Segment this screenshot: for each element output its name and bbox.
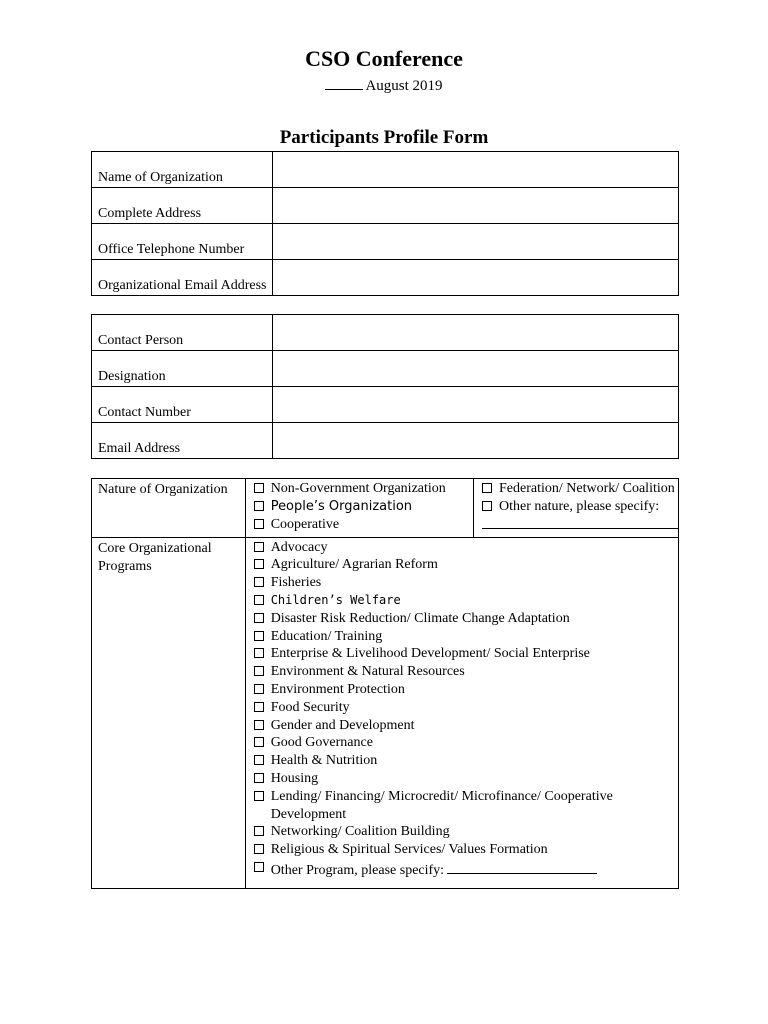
table-row xyxy=(92,152,679,188)
table-row xyxy=(92,224,679,260)
checkbox-icon[interactable] xyxy=(254,755,264,765)
nature-option[interactable] xyxy=(254,498,473,516)
option-label: Environment & Natural Resources xyxy=(270,664,465,680)
checkbox-icon[interactable] xyxy=(254,862,264,872)
table-row xyxy=(92,479,679,538)
program-option[interactable] xyxy=(254,574,678,592)
form-title: Participants Profile Form xyxy=(279,127,489,148)
checkbox-icon[interactable] xyxy=(254,666,264,676)
checkbox-icon[interactable] xyxy=(254,559,264,569)
option-label: Children’s Welfare xyxy=(270,592,401,607)
email-address-field[interactable] xyxy=(273,423,679,459)
field-label: Email Address xyxy=(92,423,273,459)
option-label: Health & Nutrition xyxy=(270,753,378,769)
program-option[interactable] xyxy=(254,539,678,557)
program-option[interactable] xyxy=(254,645,678,663)
program-options xyxy=(245,537,678,888)
table-row xyxy=(92,260,679,296)
checkbox-icon[interactable] xyxy=(254,542,264,552)
nature-options-right xyxy=(474,479,679,538)
option-label: Gender and Development xyxy=(270,717,415,733)
checkbox-icon[interactable] xyxy=(254,844,264,854)
office-telephone-field[interactable] xyxy=(273,224,679,260)
checkbox-icon[interactable] xyxy=(254,826,264,836)
option-label: Good Governance xyxy=(270,735,373,751)
contact-person-field[interactable] xyxy=(273,315,679,351)
table-row xyxy=(92,351,679,387)
checkbox-icon[interactable] xyxy=(254,501,264,511)
option-label: Non-Government Organization xyxy=(270,481,446,496)
program-option[interactable] xyxy=(254,699,678,717)
field-label: Complete Address xyxy=(92,188,273,224)
table-row xyxy=(92,423,679,459)
option-label: People’s Organization xyxy=(270,498,413,514)
program-option[interactable] xyxy=(254,841,678,859)
organization-profile-table xyxy=(91,478,679,889)
day-blank[interactable] xyxy=(325,76,363,90)
organization-name-field[interactable] xyxy=(273,152,679,188)
field-label: Contact Person xyxy=(92,315,273,351)
table-row xyxy=(92,315,679,351)
nature-option[interactable] xyxy=(482,498,678,516)
option-label: Federation/ Network/ Coalition xyxy=(499,481,675,496)
program-option[interactable] xyxy=(254,663,678,681)
field-label: Contact Number xyxy=(92,387,273,423)
checkbox-icon[interactable] xyxy=(254,577,264,587)
table-row xyxy=(92,387,679,423)
program-option[interactable] xyxy=(254,770,678,788)
checkbox-icon[interactable] xyxy=(254,631,264,641)
option-label: Agriculture/ Agrarian Reform xyxy=(270,557,438,573)
contact-number-field[interactable] xyxy=(273,387,679,423)
checkbox-icon[interactable] xyxy=(254,737,264,747)
program-option[interactable] xyxy=(254,752,678,770)
organizational-email-field[interactable] xyxy=(273,260,679,296)
other-program-specify-line[interactable] xyxy=(447,859,597,874)
program-option[interactable] xyxy=(254,610,678,628)
complete-address-field[interactable] xyxy=(273,188,679,224)
option-label: Religious & Spiritual Services/ Values Formation xyxy=(270,842,548,858)
checkbox-icon[interactable] xyxy=(254,684,264,694)
nature-option[interactable] xyxy=(254,516,473,534)
option-label: Advocacy xyxy=(270,539,328,555)
checkbox-icon[interactable] xyxy=(254,483,264,493)
conference-date xyxy=(0,76,768,95)
field-label: Organizational Email Address xyxy=(92,260,273,296)
option-label: Enterprise & Livelihood Development/ Social Enterprise xyxy=(270,646,590,662)
option-label: Other Program, please specify: xyxy=(270,862,445,878)
table-row xyxy=(92,188,679,224)
option-label: Cooperative xyxy=(270,516,340,532)
checkbox-icon[interactable] xyxy=(254,720,264,730)
option-label: Fisheries xyxy=(270,575,322,591)
option-label: Other nature, please specify: xyxy=(499,498,660,514)
checkbox-icon[interactable] xyxy=(254,519,264,529)
checkbox-icon[interactable] xyxy=(482,483,492,493)
program-option[interactable] xyxy=(254,734,678,752)
program-option[interactable] xyxy=(254,823,678,841)
option-label: Housing xyxy=(270,770,319,786)
program-option[interactable] xyxy=(254,717,678,735)
nature-option[interactable] xyxy=(254,480,473,498)
option-label: Food Security xyxy=(270,699,350,715)
field-label: Office Telephone Number xyxy=(92,224,273,260)
other-nature-specify-line[interactable] xyxy=(482,518,678,529)
program-option[interactable] xyxy=(254,788,678,824)
option-label: Education/ Training xyxy=(270,628,383,644)
option-label: Disaster Risk Reduction/ Climate Change Adaptation xyxy=(270,610,570,626)
contact-info-table xyxy=(91,314,679,459)
document-title: CSO Conference xyxy=(305,46,463,71)
program-option[interactable] xyxy=(254,628,678,646)
checkbox-icon[interactable] xyxy=(254,702,264,712)
nature-option[interactable] xyxy=(482,480,678,498)
programs-label: Core Organizational Programs xyxy=(92,537,246,888)
program-option[interactable] xyxy=(254,859,678,880)
field-label: Designation xyxy=(92,351,273,387)
designation-field[interactable] xyxy=(273,351,679,387)
date-text: August 2019 xyxy=(365,78,443,94)
checkbox-icon[interactable] xyxy=(254,791,264,801)
field-label: Name of Organization xyxy=(92,152,273,188)
checkbox-icon[interactable] xyxy=(254,648,264,658)
option-label: Environment Protection xyxy=(270,681,405,697)
option-label: Lending/ Financing/ Microcredit/ Microfinance/ Cooperative Development xyxy=(270,788,613,822)
checkbox-icon[interactable] xyxy=(254,595,264,605)
checkbox-icon[interactable] xyxy=(482,501,492,511)
table-row xyxy=(92,537,679,888)
organization-info-table xyxy=(91,151,679,296)
program-option[interactable] xyxy=(254,556,678,574)
program-option[interactable] xyxy=(254,681,678,699)
checkbox-icon[interactable] xyxy=(254,613,264,623)
checkbox-icon[interactable] xyxy=(254,773,264,783)
nature-label: Nature of Organization xyxy=(92,479,246,538)
nature-options-left xyxy=(245,479,473,538)
program-option[interactable] xyxy=(254,592,678,610)
option-label: Networking/ Coalition Building xyxy=(270,824,450,840)
